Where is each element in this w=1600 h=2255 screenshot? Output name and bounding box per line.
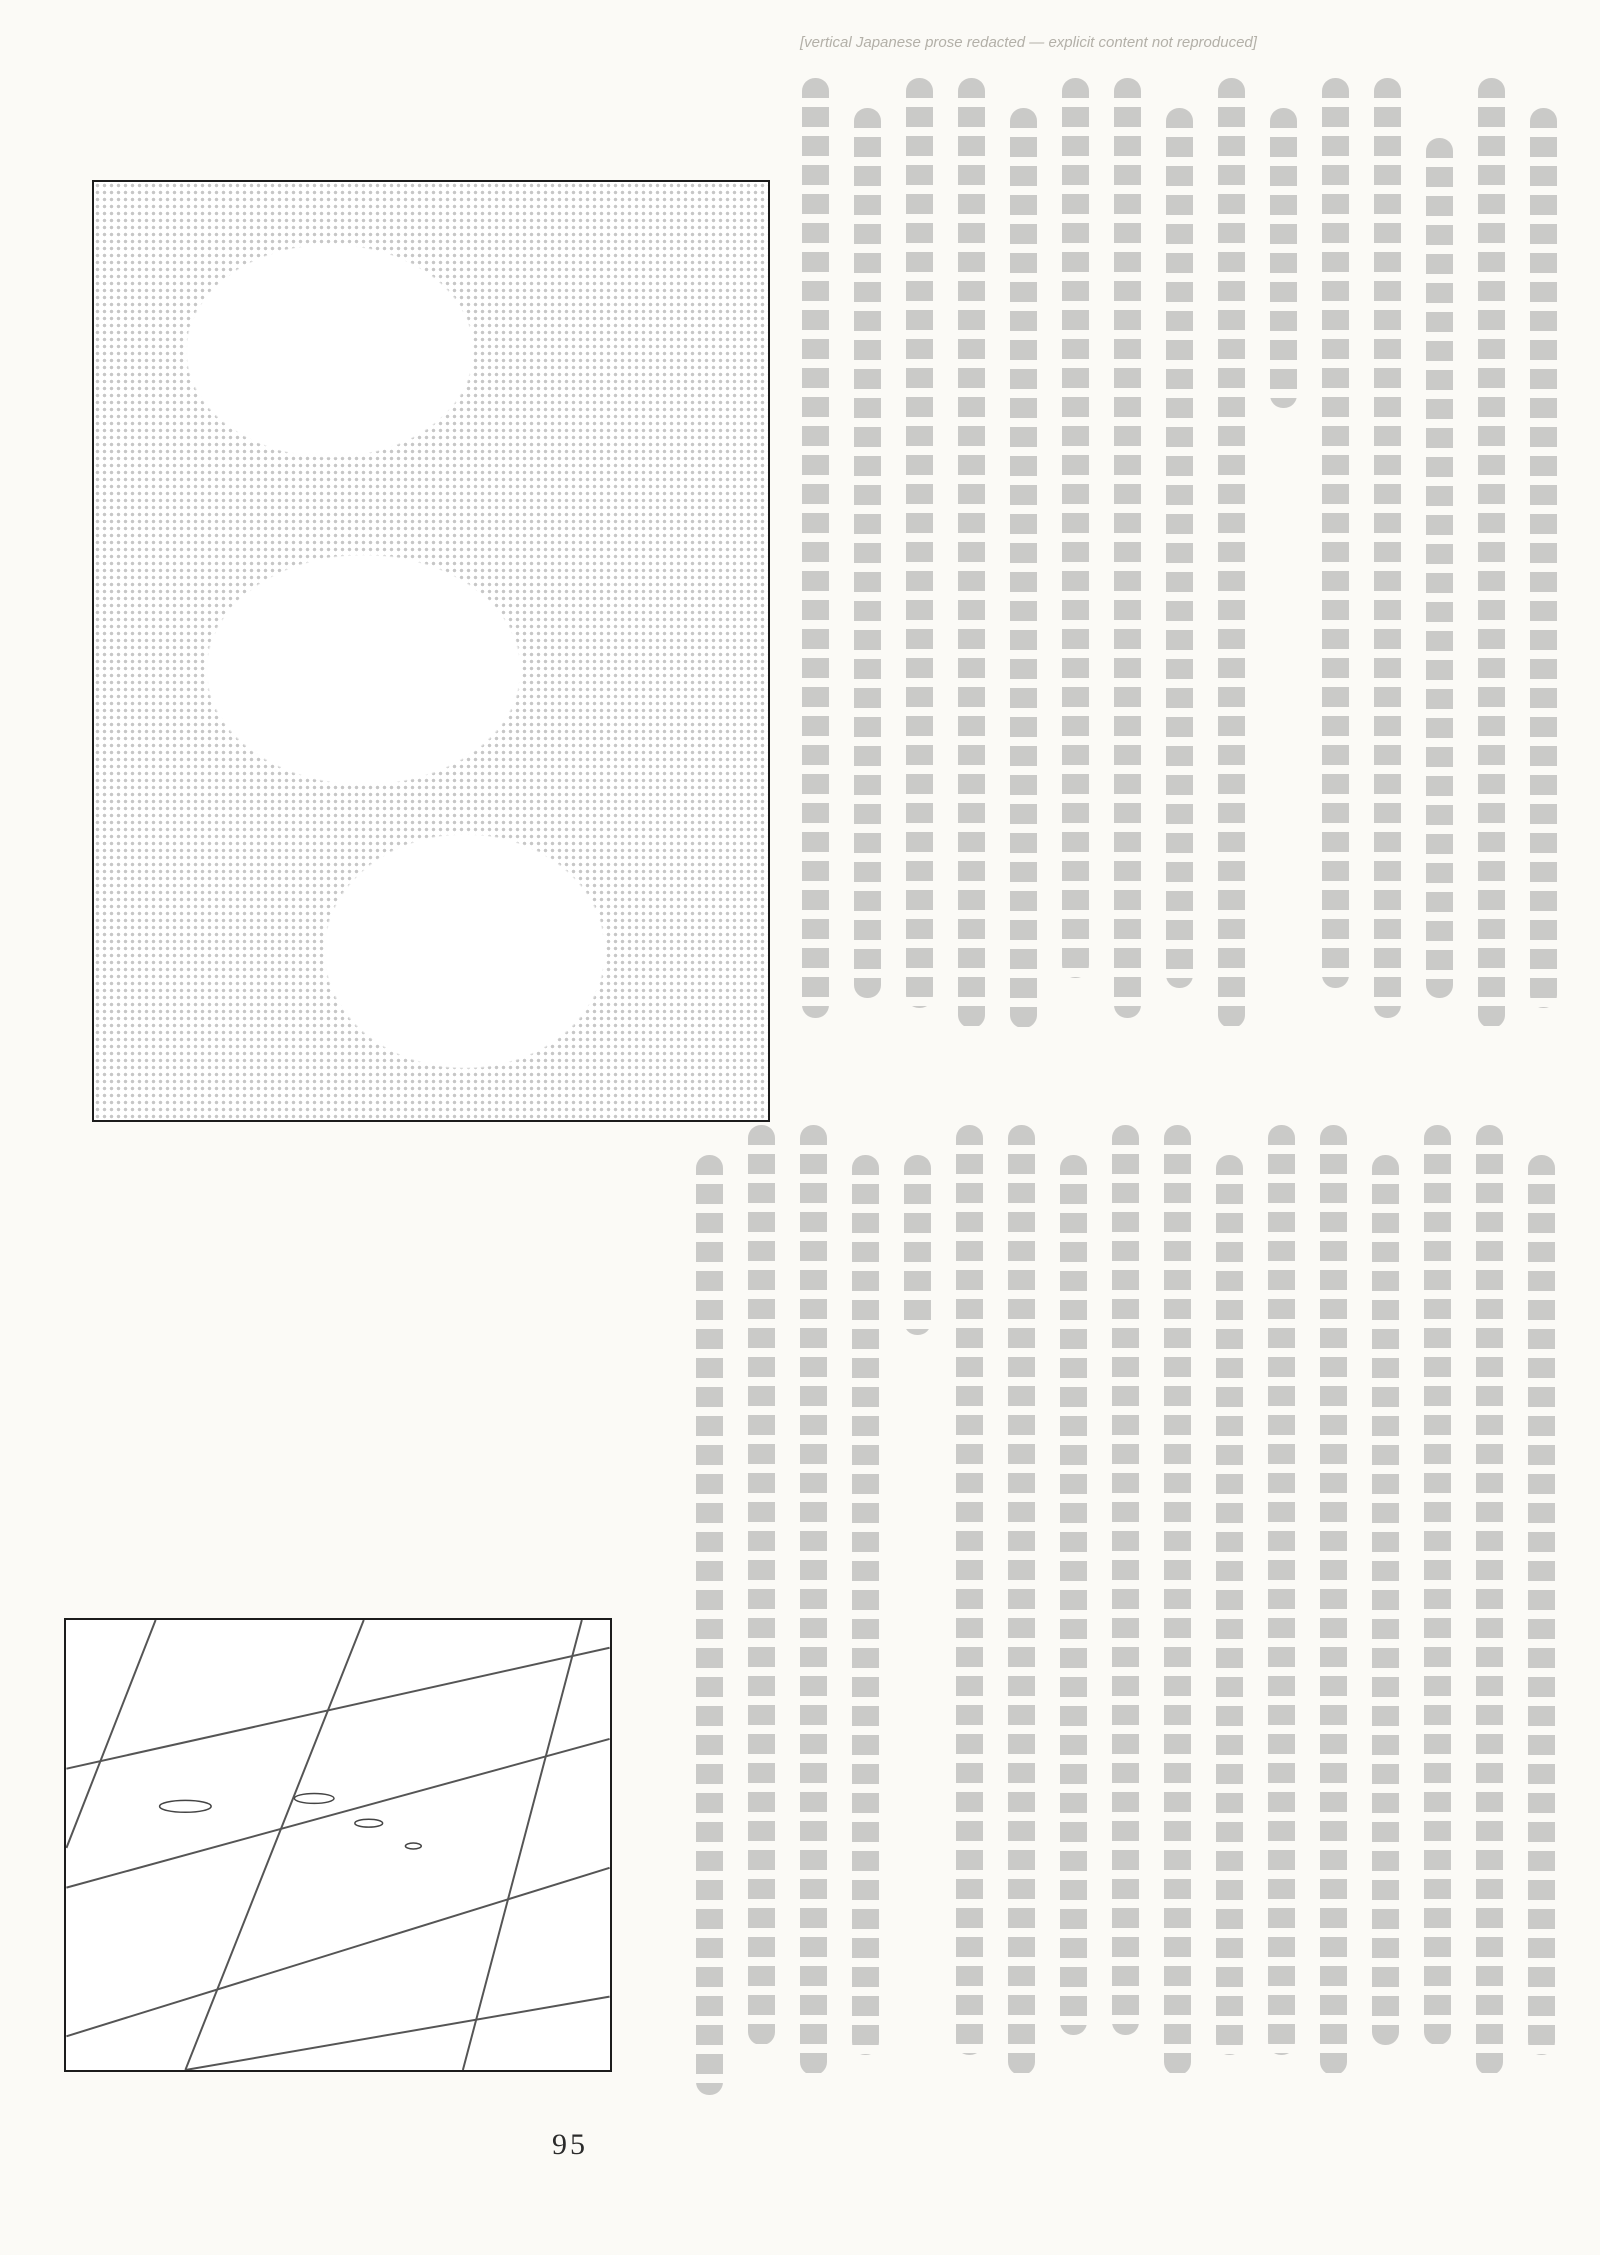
redacted-text-column <box>1320 1125 1347 2075</box>
redacted-text-column <box>1476 1125 1503 2075</box>
redacted-text-column <box>1530 108 1557 1008</box>
redacted-text-column <box>696 1155 723 2095</box>
redacted-text-column <box>1268 1125 1295 2055</box>
redacted-text-column <box>958 78 985 1028</box>
page-number: 95 <box>552 2128 588 2161</box>
redacted-text-column <box>1218 78 1245 1028</box>
redacted-text-column <box>1166 108 1193 988</box>
redacted-text-column <box>1164 1125 1191 2075</box>
redacted-text-column <box>904 1155 931 1335</box>
redacted-text-column <box>956 1125 983 2055</box>
redacted-text-column <box>1062 78 1089 978</box>
redacted-text-column <box>1426 138 1453 998</box>
text-block-bottom <box>640 1125 1555 2115</box>
redacted-text-column <box>1372 1155 1399 2045</box>
redacted-text-column <box>1528 1155 1555 2055</box>
redacted-text-column <box>852 1155 879 2055</box>
redacted-text-column <box>748 1125 775 2045</box>
redacted-text-column <box>800 1125 827 2075</box>
redacted-text-column <box>1270 108 1297 408</box>
redacted-text-column <box>1322 78 1349 988</box>
text-block-top <box>792 78 1557 1063</box>
redacted-text-column <box>1374 78 1401 1018</box>
redacted-text-column <box>854 108 881 998</box>
redacted-text-column <box>1216 1155 1243 2055</box>
floor-tile-lines <box>66 1620 610 2070</box>
redacted-text-column <box>1114 78 1141 1018</box>
redacted-text-column <box>1008 1125 1035 2075</box>
redacted-text-column <box>1112 1125 1139 2035</box>
redacted-text-column <box>1010 108 1037 1028</box>
redacted-text-column <box>1478 78 1505 1028</box>
redaction-note: [vertical Japanese prose redacted — explicit content not reproduced] <box>800 34 1257 51</box>
illustration-panel-top <box>92 180 770 1122</box>
redacted-text-column <box>802 78 829 1018</box>
redacted-text-column <box>1060 1155 1087 2035</box>
redacted-text-column <box>1424 1125 1451 2045</box>
illustration-panel-bottom <box>64 1618 612 2072</box>
redacted-text-column <box>906 78 933 1008</box>
